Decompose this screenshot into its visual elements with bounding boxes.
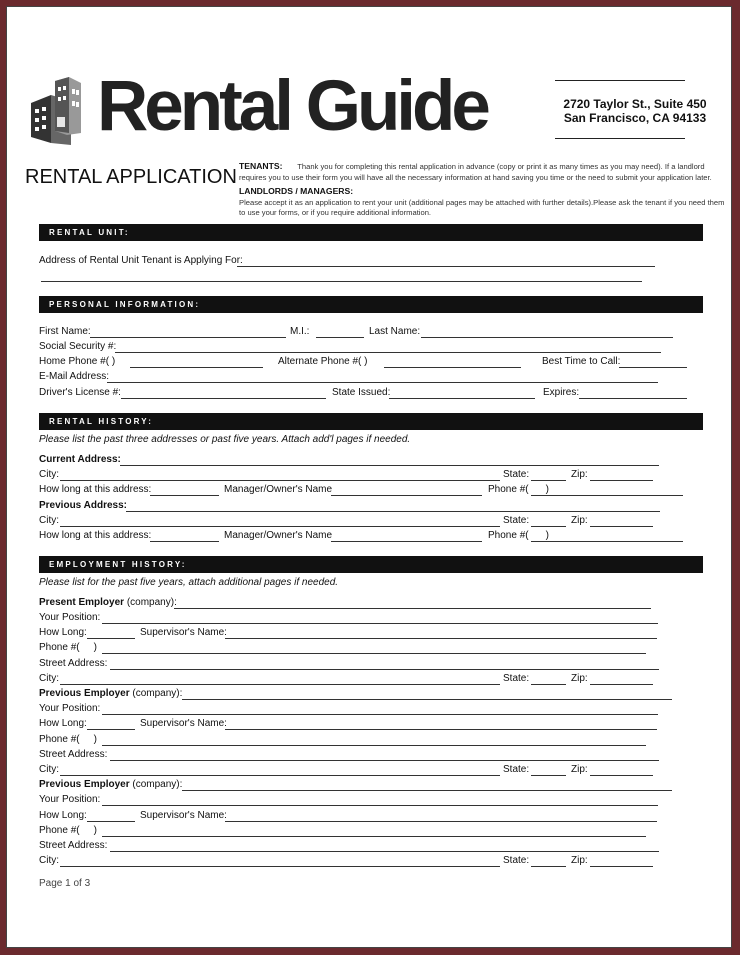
present-supervisor-field[interactable] — [225, 638, 657, 639]
current-zip-label: Zip: — [571, 469, 588, 480]
mi-label: M.I.: — [290, 326, 310, 337]
previous-1-city-field[interactable] — [60, 775, 500, 776]
section-header-personal: PERSONAL INFORMATION: — [39, 296, 703, 313]
landlords-text: Please accept it as an application to rent your unit (additional pages may be attached with further details).Please ask the tenant if you need them to use your forms, or if you require additional information. — [239, 197, 725, 217]
previous-1-city-label: City: — [39, 764, 59, 775]
previous-employer-1-title: Previous Employer — [39, 688, 130, 699]
first-name-field[interactable] — [90, 337, 286, 338]
current-address-field[interactable] — [120, 465, 659, 466]
present-position-label: Your Position: — [39, 612, 101, 623]
page-title: RENTAL APPLICATION — [25, 166, 237, 188]
tenants-intro — [239, 161, 729, 183]
alt-phone-label: Alternate Phone #( ) — [278, 356, 368, 367]
application-page — [6, 6, 732, 948]
previous-phone-field[interactable] — [531, 541, 683, 542]
present-zip-label: Zip: — [571, 673, 588, 684]
present-employer-label — [39, 597, 177, 609]
previous-2-street-field[interactable] — [110, 851, 659, 852]
ssn-label: Social Security #: — [39, 341, 117, 352]
previous-2-supervisor-label: Supervisor's Name: — [140, 810, 227, 821]
present-phone-open: Phone #( — [39, 642, 80, 653]
state-issued-label: State Issued: — [332, 387, 391, 398]
address-line-1: 2720 Taylor St., Suite 450 — [563, 97, 707, 111]
previous-2-phone-field[interactable] — [102, 836, 646, 837]
previous-2-supervisor-field[interactable] — [225, 821, 657, 822]
section-header-rental-history: RENTAL HISTORY: — [39, 413, 703, 430]
present-supervisor-label: Supervisor's Name: — [140, 627, 227, 638]
previous-state-field[interactable] — [531, 526, 566, 527]
last-name-field[interactable] — [421, 337, 673, 338]
address-rule-bottom — [555, 138, 685, 139]
home-phone-field[interactable] — [130, 367, 263, 368]
present-employer-field[interactable] — [174, 608, 651, 609]
present-position-field[interactable] — [102, 623, 658, 624]
state-issued-field[interactable] — [389, 398, 535, 399]
current-manager-field[interactable] — [331, 495, 482, 496]
present-employer-company: (company): — [126, 597, 177, 608]
previous-1-supervisor-label: Supervisor's Name: — [140, 718, 227, 729]
previous-employer-1-company: (company): — [132, 688, 183, 699]
previous-city-field[interactable] — [60, 526, 500, 527]
email-field[interactable] — [107, 382, 658, 383]
previous-phone-open: Phone #( — [488, 530, 529, 541]
present-city-field[interactable] — [60, 684, 500, 685]
section-header-rental-unit: RENTAL UNIT: — [39, 224, 703, 241]
alt-phone-field[interactable] — [384, 367, 521, 368]
page-number: Page 1 of 3 — [39, 878, 91, 889]
mi-field[interactable] — [316, 337, 364, 338]
section-header-employment: EMPLOYMENT HISTORY: — [39, 556, 703, 573]
previous-phone-close: ) — [545, 530, 549, 541]
previous-2-state-label: State: — [503, 855, 530, 866]
previous-address-label: Previous Address: — [39, 500, 127, 511]
previous-2-city-field[interactable] — [60, 866, 500, 867]
previous-2-position-label: Your Position: — [39, 794, 101, 805]
rental-unit-address-field[interactable] — [237, 266, 655, 267]
previous-2-how-long-field[interactable] — [87, 821, 135, 822]
present-street-field[interactable] — [110, 669, 659, 670]
last-name-label: Last Name: — [369, 326, 421, 337]
present-how-long-field[interactable] — [87, 638, 135, 639]
previous-1-how-long-field[interactable] — [87, 729, 135, 730]
current-state-field[interactable] — [531, 480, 566, 481]
building-logo-icon — [21, 73, 83, 149]
best-time-field[interactable] — [619, 367, 687, 368]
previous-1-phone-open: Phone #( — [39, 734, 80, 745]
present-phone-close: ) — [93, 642, 97, 653]
previous-1-zip-field[interactable] — [590, 775, 653, 776]
previous-1-zip-label: Zip: — [571, 764, 588, 775]
previous-manager-field[interactable] — [331, 541, 482, 542]
previous-employer-1-field[interactable] — [182, 699, 672, 700]
previous-1-state-field[interactable] — [531, 775, 566, 776]
current-phone-field[interactable] — [531, 495, 683, 496]
expires-label: Expires: — [543, 387, 580, 398]
best-time-label: Best Time to Call: — [542, 356, 621, 367]
previous-2-position-field[interactable] — [102, 805, 658, 806]
present-employer-title: Present Employer — [39, 597, 125, 608]
present-phone-field[interactable] — [102, 653, 646, 654]
office-address — [560, 97, 710, 125]
previous-1-phone-close: ) — [93, 734, 97, 745]
previous-employer-2-field[interactable] — [182, 790, 672, 791]
first-name-label: First Name: — [39, 326, 91, 337]
present-city-label: City: — [39, 673, 59, 684]
previous-manager-label: Manager/Owner's Name — [224, 530, 333, 541]
previous-1-street-label: Street Address: — [39, 749, 108, 760]
previous-2-phone-open: Phone #( — [39, 825, 80, 836]
previous-2-zip-label: Zip: — [571, 855, 588, 866]
current-zip-field[interactable] — [590, 480, 653, 481]
previous-employer-2-company: (company): — [132, 779, 183, 790]
previous-city-label: City: — [39, 515, 59, 526]
current-address-label: Current Address: — [39, 454, 121, 465]
expires-field[interactable] — [579, 398, 687, 399]
previous-1-position-field[interactable] — [102, 714, 658, 715]
previous-1-phone-label — [39, 734, 97, 746]
previous-1-street-field[interactable] — [110, 760, 659, 761]
address-line-2: San Francisco, CA 94133 — [563, 111, 707, 125]
rental-history-note: Please list the past three addresses or past five years. Attach add'l pages if needed. — [39, 434, 411, 445]
license-field[interactable] — [121, 398, 326, 399]
present-how-long-label: How Long: — [39, 627, 87, 638]
present-state-field[interactable] — [531, 684, 566, 685]
previous-employer-2-label — [39, 779, 182, 791]
previous-how-long-label: How long at this address: — [39, 530, 152, 541]
previous-2-phone-label — [39, 825, 97, 837]
previous-1-position-label: Your Position: — [39, 703, 101, 714]
address-rule-top — [555, 80, 685, 81]
current-manager-label: Manager/Owner's Name — [224, 484, 333, 495]
current-city-label: City: — [39, 469, 59, 480]
previous-1-supervisor-field[interactable] — [225, 729, 657, 730]
brand-logo-text: Rental Guide — [97, 67, 487, 146]
current-how-long-field[interactable] — [150, 495, 219, 496]
present-phone-label — [39, 642, 97, 654]
previous-2-how-long-label: How Long: — [39, 810, 87, 821]
present-street-label: Street Address: — [39, 658, 108, 669]
landlords-label: LANDLORDS / MANAGERS: — [239, 186, 354, 196]
previous-2-street-label: Street Address: — [39, 840, 108, 851]
landlords-intro — [239, 186, 729, 219]
previous-2-city-label: City: — [39, 855, 59, 866]
previous-1-how-long-label: How Long: — [39, 718, 87, 729]
previous-zip-field[interactable] — [590, 526, 653, 527]
previous-employer-1-label — [39, 688, 182, 700]
previous-2-state-field[interactable] — [531, 866, 566, 867]
previous-zip-label: Zip: — [571, 515, 588, 526]
employment-note: Please list for the past five years, attach additional pages if needed. — [39, 577, 339, 588]
rental-unit-address-field-2[interactable] — [41, 281, 642, 282]
rental-unit-address-label: Address of Rental Unit Tenant is Applying For: — [39, 255, 243, 266]
previous-state-label: State: — [503, 515, 530, 526]
email-label: E-Mail Address: — [39, 371, 110, 382]
present-zip-field[interactable] — [590, 684, 653, 685]
home-phone-label: Home Phone #( ) — [39, 356, 116, 367]
tenants-text: Thank you for completing this rental application in advance (copy or print it as many times as you may need). If a landlord requires you to use their form you will have all the necessary information at hand saving you time or the need to submit your application later. — [239, 162, 712, 182]
current-city-field[interactable] — [60, 480, 500, 481]
previous-2-zip-field[interactable] — [590, 866, 653, 867]
tenants-label: TENANTS: — [239, 161, 283, 171]
ssn-field[interactable] — [115, 352, 661, 353]
license-label: Driver's License #: — [39, 387, 121, 398]
previous-address-field[interactable] — [126, 511, 660, 512]
previous-1-phone-field[interactable] — [102, 745, 646, 746]
previous-employer-2-title: Previous Employer — [39, 779, 130, 790]
current-phone-close: ) — [545, 484, 549, 495]
previous-1-state-label: State: — [503, 764, 530, 775]
previous-how-long-field[interactable] — [150, 541, 219, 542]
current-how-long-label: How long at this address: — [39, 484, 152, 495]
current-phone-open: Phone #( — [488, 484, 529, 495]
previous-2-phone-close: ) — [93, 825, 97, 836]
present-state-label: State: — [503, 673, 530, 684]
current-state-label: State: — [503, 469, 530, 480]
